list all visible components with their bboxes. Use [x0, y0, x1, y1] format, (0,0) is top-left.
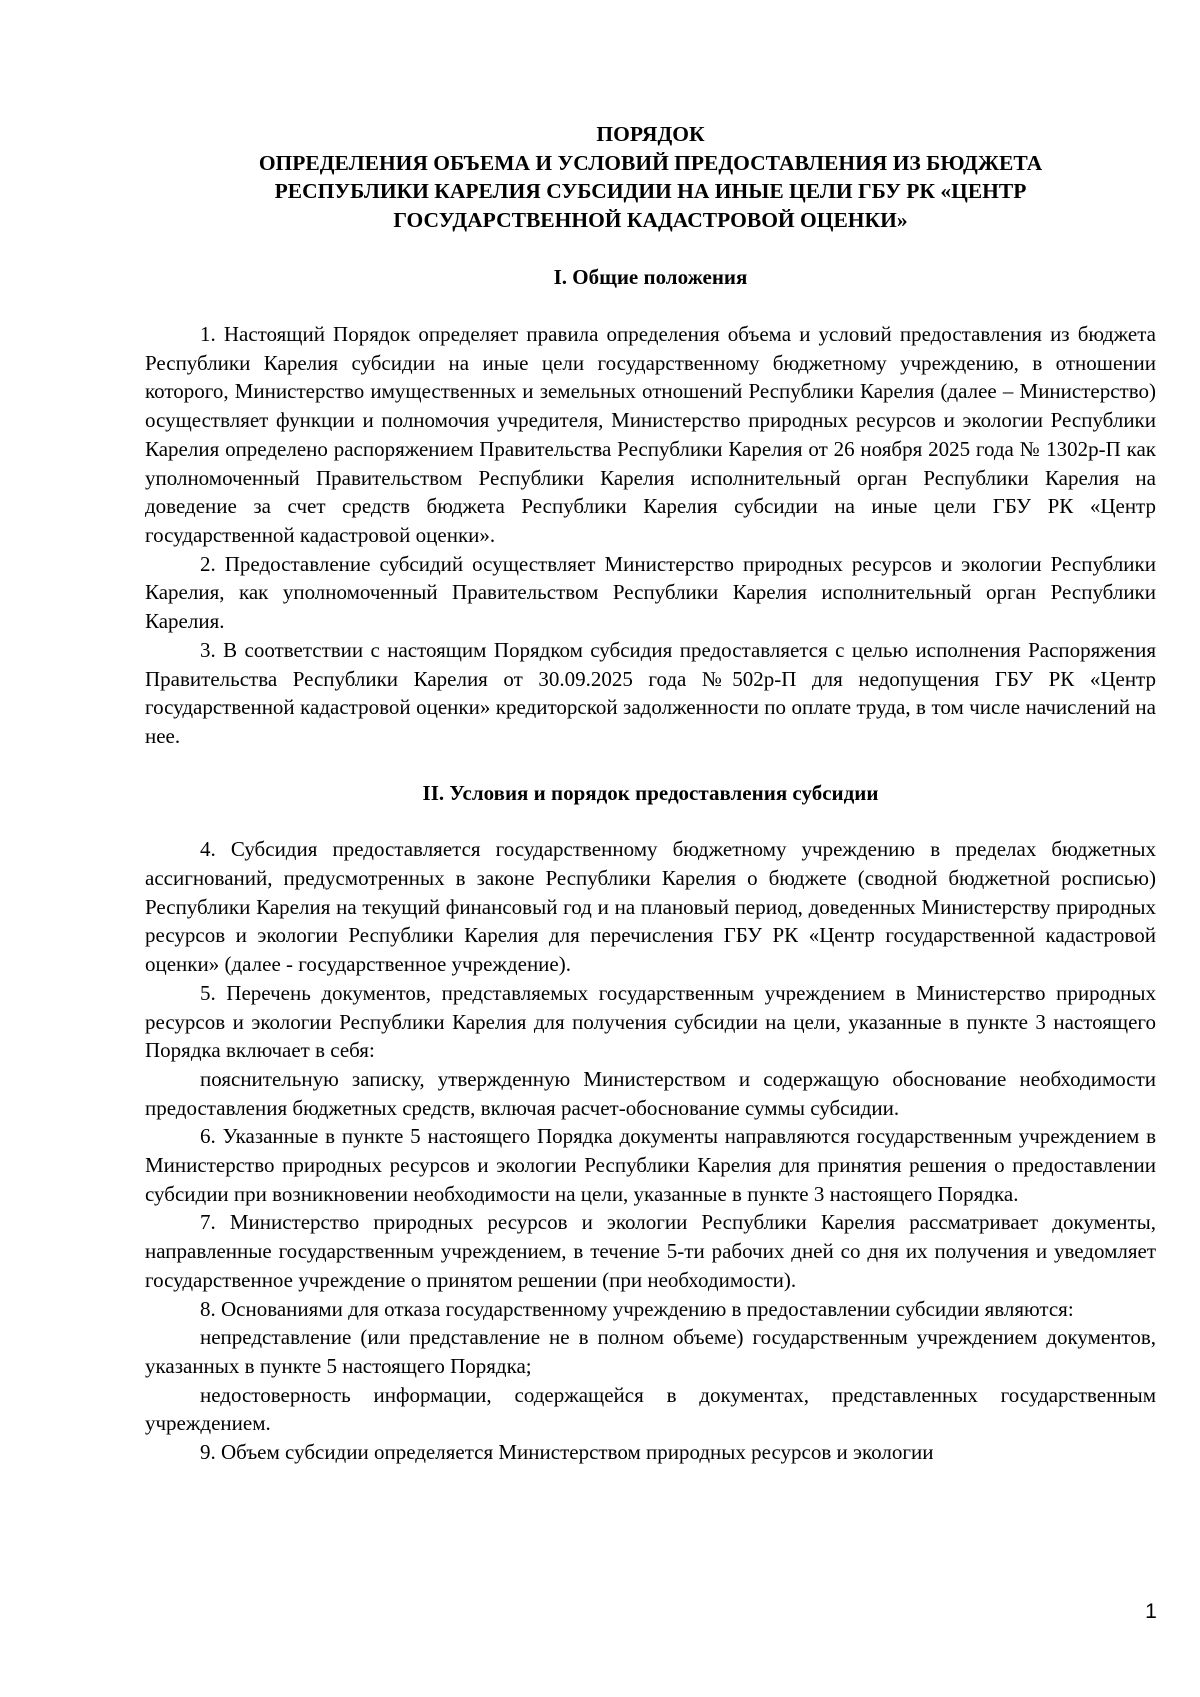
section-heading-conditions: II. Условия и порядок предоставления субсидии [422, 780, 879, 805]
paragraph: 3. В соответствии с настоящим Порядком субсидия предоставляется с целью исполнения Распоряжения Правительства Республики Карелия от 30.09.2025 года №502р-П для недопущения ГБУ РК «Центр государственной кадастровой оценки» кредиторской задолженности по оплате труда, в том числе начислений на нее. [145, 637, 1156, 748]
document-title [145, 120, 1156, 234]
paragraph: пояснительную записку, утвержденную Министерством и содержащую обоснование необходимости предоставления бюджетных средств, включая расчет-обоснование суммы субсидии. [145, 1066, 1156, 1120]
paragraph: недостоверность информации, содержащейся в документах, представленных государственным учреждением. [145, 1382, 1156, 1436]
paragraph: 6. Указанные в пункте 5 настоящего Порядка документы направляются государственным учреждением в Министерство природных ресурсов и экологии Республики Карелия для принятия решения о предоставлении субсидии при возникновении необходимости на цели, указанные в пункте 3 настоящего Порядка. [145, 1124, 1156, 1206]
title-line: ПОРЯДОК [596, 122, 705, 146]
paragraph: 2. Предоставление субсидий осуществляет Министерство природных ресурсов и экологии Республики Карелия, как уполномоченный Правительством Республики Карелия исполнительный орган Республики Карелия. [145, 551, 1156, 634]
page-number: 1 [1145, 1600, 1157, 1623]
paragraph: 4. Субсидия предоставляется государственному бюджетному учреждению в пределах бюджетных ассигнований, предусмотренных в законе Республики Карелия о бюджете (сводной бюджетной росписью) Республики Карелия на текущий финансовый год и на плановый период, доведенных Министерству природных ресурсов и экологии Республики Карелия для перечисления ГБУ РК «Центр государственной кадастровой оценки» (далее - государственное учреждение). [145, 837, 1156, 977]
paragraph: непредставление (или представление не в полном объеме) государственным учреждением документов, указанных в пункте 5 настоящего Порядка; [145, 1325, 1156, 1378]
document-body [145, 120, 1156, 1467]
paragraph: 8. Основаниями для отказа государственному учреждению в предоставлении субсидии являются: [200, 1296, 1074, 1321]
section-heading-general: I. Общие положения [553, 265, 748, 290]
title-line: ОПРЕДЕЛЕНИЯ ОБЪЕМА И УСЛОВИЙ ПРЕДОСТАВЛЕНИЯ ИЗ БЮДЖЕТА [258, 150, 1043, 175]
title-line: РЕСПУБЛИКИ КАРЕЛИЯ СУБСИДИИ НА ИНЫЕ ЦЕЛИ ГБУ РК «ЦЕНТР [274, 179, 1027, 204]
paragraph: 1. Настоящий Порядок определяет правила определения объема и условий предоставления из бюджета Республики Карелия субсидии на иные цели государственному бюджетному учреждению, в отношении которого, Министерство имущественных и земельных отношений Республики Карелия (далее – Министерство) осуществляет функции и полномочия учредителя, Министерство природных ресурсов и экологии Республики Карелия определено распоряжением Правительства Республики Карелия от 26 ноября 2025 года № 1302р-П как уполномоченный Правительством Республики Карелия исполнительный орган Республики Карелия на доведение за счет средств бюджета Республики Карелия субсидии на иные цели ГБУ РК «Центр государственной кадастровой оценки». [145, 322, 1156, 547]
paragraph: 7. Министерство природных ресурсов и экологии Республики Карелия рассматривает документы, направленные государственным учреждением, в течение 5-ти рабочих дней со дня их получения и уведомляет государственное учреждение о принятом решении (при необходимости). [145, 1210, 1156, 1292]
title-line: ГОСУДАРСТВЕННОЙ КАДАСТРОВОЙ ОЦЕНКИ» [393, 207, 908, 232]
paragraph: 5. Перечень документов, представляемых государственным учреждением в Министерство природных ресурсов и экологии Республики Карелия для получения субсидии на цели, указанные в пункте 3 настоящего Порядка включает в себя: [145, 980, 1156, 1063]
paragraph: 9. Объем субсидии определяется Министерством природных ресурсов и экологии [200, 1440, 934, 1465]
